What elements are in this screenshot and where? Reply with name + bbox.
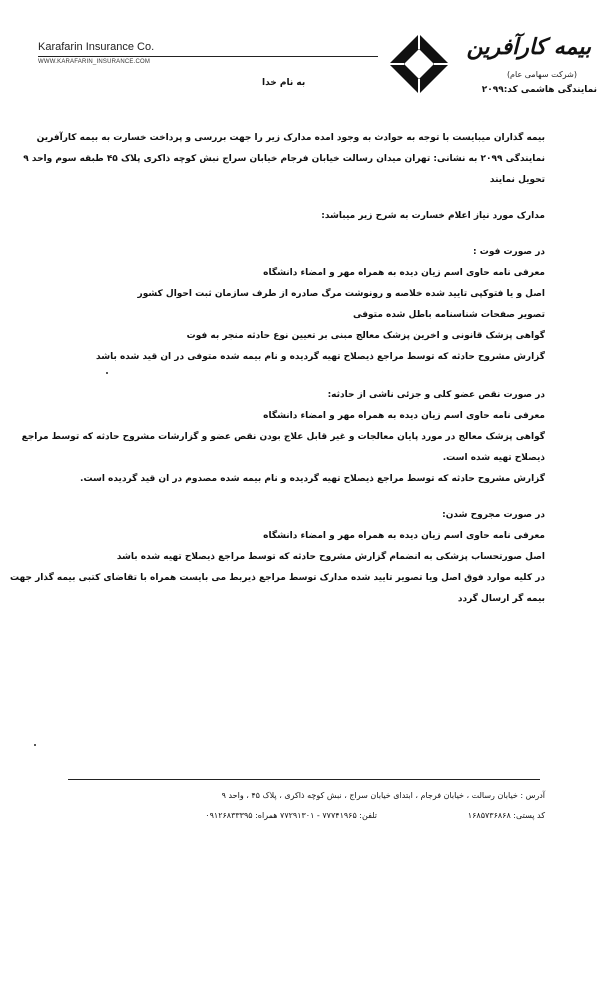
disability-item-continued: ذیصلاح تهیه شده است. xyxy=(442,453,545,463)
website: WWW.KARAFARIN_INSURANCE.COM xyxy=(38,59,151,65)
disability-item: معرفی نامه حاوی اسم زیان دیده به همراه مهر و امضاء دانشگاه xyxy=(263,411,545,421)
footer-rule xyxy=(68,779,540,780)
injury-item: در کلیه موارد فوق اصل ویا تصویر تایید شده مدارک توسط مراجع ذیربط می بایست همراه با تقاضای کتبی بیمه گذار جهت xyxy=(10,573,545,583)
death-item: معرفی نامه حاوی اسم زیان دیده به همراه مهر و امضاء دانشگاه xyxy=(263,268,545,278)
intro-line-1: بیمه گذاران میبایست با توجه به حوادث به وجود امده مدارک زیر را جهت بررسی و پرداخت خسارت به بیمه کارآفرین xyxy=(36,133,545,143)
docs-heading: مدارک مورد نیاز اعلام خسارت به شرح زیر میباشد: xyxy=(321,211,545,221)
intro-line-2: نمایندگی ۲۰۹۹ به نشانی: تهران میدان رسالت خیابان فرجام خیابان سراج نبش کوچه ذاکری پلاک ۴۵ طبقه سوم واحد ۹ xyxy=(23,154,545,164)
footer-address: آدرس : خیابان رسالت ، خیابان فرجام ، ابتدای خیابان سراج ، نبش کوچه ذاکری ، پلاک ۴۵ ، واحد ۹ xyxy=(221,791,545,800)
diamond-logo-icon xyxy=(388,33,450,95)
death-heading: در صورت فوت : xyxy=(473,247,545,257)
injury-item: معرفی نامه حاوی اسم زیان دیده به همراه مهر و امضاء دانشگاه xyxy=(263,531,545,541)
brand-subtitle: (شرکت سهامی عام) xyxy=(506,70,577,79)
company-name-en: Karafarin Insurance Co. xyxy=(38,41,155,53)
scan-speck xyxy=(106,372,108,374)
intro-line-3: تحویل نمایند xyxy=(489,175,545,185)
scan-speck xyxy=(34,744,36,746)
death-item: اصل و یا فتوکپی تایید شده خلاصه و رونوشت مرگ صادره از طرف سازمان ثبت احوال کشور xyxy=(137,289,545,299)
death-item: تصویر صفحات شناسنامه باطل شده متوفی xyxy=(353,310,545,320)
disability-item: گواهی پزشک معالج در مورد پایان معالجات و غیر قابل علاج بودن نقص عضو و گزارشات مشروح حادثه که توسط مراجع xyxy=(21,432,545,442)
injury-item: اصل صورتحساب پزشکی به انضمام گزارش مشروح حادثه که توسط مراجع ذیصلاح تهیه شده باشد xyxy=(116,552,545,562)
footer-phones: تلفن: ۷۷۷۴۱۹۶۵ - ۷۷۲۹۱۳۰۱ همراه: ۰۹۱۲۶۸۳۳۳۹۵ xyxy=(205,811,377,820)
brand-logotype: بیمه کارآفرین xyxy=(466,34,591,60)
disability-heading: در صورت نقص عضو کلی و جزئی ناشی از حادثه: xyxy=(327,390,545,400)
agency-code: نمایندگی هاشمی کد:۲۰۹۹ xyxy=(481,85,597,95)
death-item: گزارش مشروح حادثه که توسط مراجع ذیصلاح تهیه گردیده و نام بیمه شده متوفی در ان قید شده باشد xyxy=(96,352,545,362)
injury-item-continued: بیمه گر ارسال گردد xyxy=(457,594,545,604)
header-rule xyxy=(38,56,378,57)
disability-item: گزارش مشروح حادثه که توسط مراجع ذیصلاح تهیه گردیده و نام بیمه شده مصدوم در ان قید گردیده است. xyxy=(80,474,545,484)
bism-heading: به نام خدا xyxy=(262,78,306,88)
footer-postal-code: کد پستی: ۱۶۸۵۷۳۶۸۶۸ xyxy=(467,811,545,820)
injury-heading: در صورت مجروح شدن: xyxy=(442,510,545,520)
death-item: گواهی پزشک قانونی و اخرین پزشک معالج مبنی بر تعیین نوع حادثه منجر به فوت xyxy=(186,331,545,341)
